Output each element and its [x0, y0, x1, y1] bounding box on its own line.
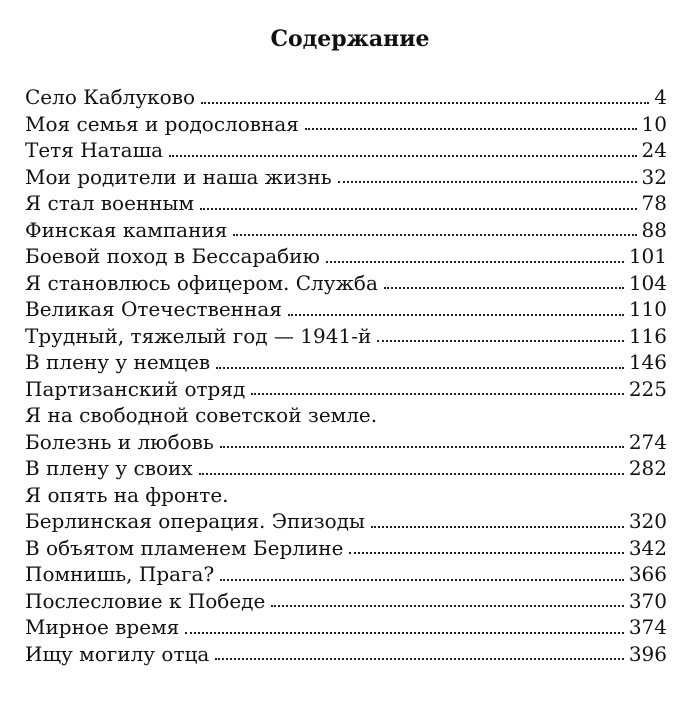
- dot-leader: [338, 181, 637, 183]
- dot-leader: [220, 446, 624, 448]
- dot-leader: [377, 340, 624, 342]
- toc-entry-title: Ищу могилу отца: [25, 641, 210, 666]
- toc-entry: [25, 429, 667, 456]
- toc-entry-title: Тетя Наташа: [25, 138, 164, 162]
- toc-entry: [25, 323, 667, 350]
- toc-page-number: 274: [628, 429, 667, 454]
- dot-leader: [201, 102, 649, 104]
- toc-entry-title: Трудный, тяжелый год — 1941-й: [25, 323, 372, 348]
- dot-leader: [200, 208, 637, 210]
- toc-page-number: 366: [628, 562, 667, 586]
- toc-entry-title: Боевой поход в Бессарабию: [25, 244, 320, 268]
- toc-entry: [25, 137, 667, 164]
- toc-entry-title: Болезнь и любовь: [25, 429, 214, 454]
- toc-entry: [25, 84, 667, 111]
- toc-entry-title: Я стал военным: [25, 191, 195, 215]
- dot-leader: [220, 579, 624, 581]
- dot-leader: [349, 552, 623, 554]
- toc-entry-title: В плену у немцев: [25, 350, 211, 374]
- dot-leader: [305, 128, 637, 130]
- dot-leader: [326, 261, 624, 263]
- toc-entry: [25, 508, 667, 535]
- toc-entry: [25, 164, 667, 191]
- toc-entry-title: Берлинская операция. Эпизоды: [25, 509, 365, 533]
- toc-entry-title: Я опять на фронте.: [25, 482, 229, 507]
- toc-page-number: 116: [628, 323, 667, 348]
- toc-page-number: 110: [628, 297, 667, 321]
- toc-entry-title: Село Каблуково: [25, 85, 195, 109]
- toc-entry-title: Финская кампания: [25, 217, 228, 242]
- toc-page-number: 396: [628, 641, 667, 666]
- toc-entry-title: Я становлюсь офицером. Служба: [25, 270, 378, 295]
- toc-entry: [25, 455, 667, 482]
- toc-page-number: 342: [628, 535, 667, 560]
- toc-entry: [25, 482, 667, 509]
- toc-page-number: 32: [641, 164, 667, 189]
- page-title: Содержание: [270, 26, 430, 52]
- dot-leader: [288, 314, 624, 316]
- toc-entry: [25, 588, 667, 615]
- dot-leader: [185, 632, 624, 634]
- toc-page-number: 101: [628, 244, 667, 268]
- toc-entry: [25, 535, 667, 562]
- dot-leader: [199, 473, 624, 475]
- toc-entry-title: Мои родители и наша жизнь: [25, 164, 332, 189]
- toc-entry: [25, 111, 667, 138]
- toc-page-number: 370: [628, 588, 667, 613]
- toc-entry-title: Моя семья и родословная: [25, 111, 299, 136]
- dot-leader: [215, 658, 624, 660]
- toc-page-number: 320: [628, 509, 667, 533]
- toc-page-number: 78: [641, 191, 667, 215]
- toc-entry: [25, 349, 667, 376]
- toc-entry-title: В плену у своих: [25, 456, 193, 480]
- dot-leader: [371, 526, 624, 528]
- toc-page-number: 282: [628, 456, 667, 480]
- toc-entry: [25, 190, 667, 217]
- toc-entry: [25, 402, 667, 429]
- table-of-contents: [25, 84, 667, 667]
- toc-entry-title: Послесловие к Победе: [25, 588, 266, 613]
- toc-entry-title: Мирное время: [25, 615, 180, 639]
- toc-page-number: 374: [628, 615, 667, 639]
- toc-entry-title: В объятом пламенем Берлине: [25, 535, 344, 560]
- toc-entry-title: Помнишь, Прага?: [25, 562, 215, 586]
- toc-entry: [25, 296, 667, 323]
- toc-entry: [25, 614, 667, 641]
- dot-leader: [251, 393, 624, 395]
- toc-entry-title: Великая Отечественная: [25, 297, 282, 321]
- toc-page-number: 146: [628, 350, 667, 374]
- toc-page-number: 24: [641, 138, 667, 162]
- toc-page-number: 4: [654, 85, 667, 109]
- toc-entry: [25, 641, 667, 668]
- toc-entry-title: Я на свободной советской земле.: [25, 403, 378, 427]
- toc-entry: [25, 376, 667, 403]
- dot-leader: [384, 287, 624, 289]
- toc-page-number: 104: [628, 270, 667, 295]
- toc-page-number: 88: [641, 217, 667, 242]
- dot-leader: [169, 155, 636, 157]
- toc-entry: [25, 243, 667, 270]
- dot-leader: [271, 605, 623, 607]
- toc-entry: [25, 270, 667, 297]
- toc-page-number: 10: [641, 111, 667, 136]
- dot-leader: [233, 234, 636, 236]
- toc-entry: [25, 217, 667, 244]
- dot-leader: [216, 367, 624, 369]
- toc-entry: [25, 561, 667, 588]
- toc-entry-title: Партизанский отряд: [25, 376, 246, 401]
- toc-page-number: 225: [628, 376, 667, 401]
